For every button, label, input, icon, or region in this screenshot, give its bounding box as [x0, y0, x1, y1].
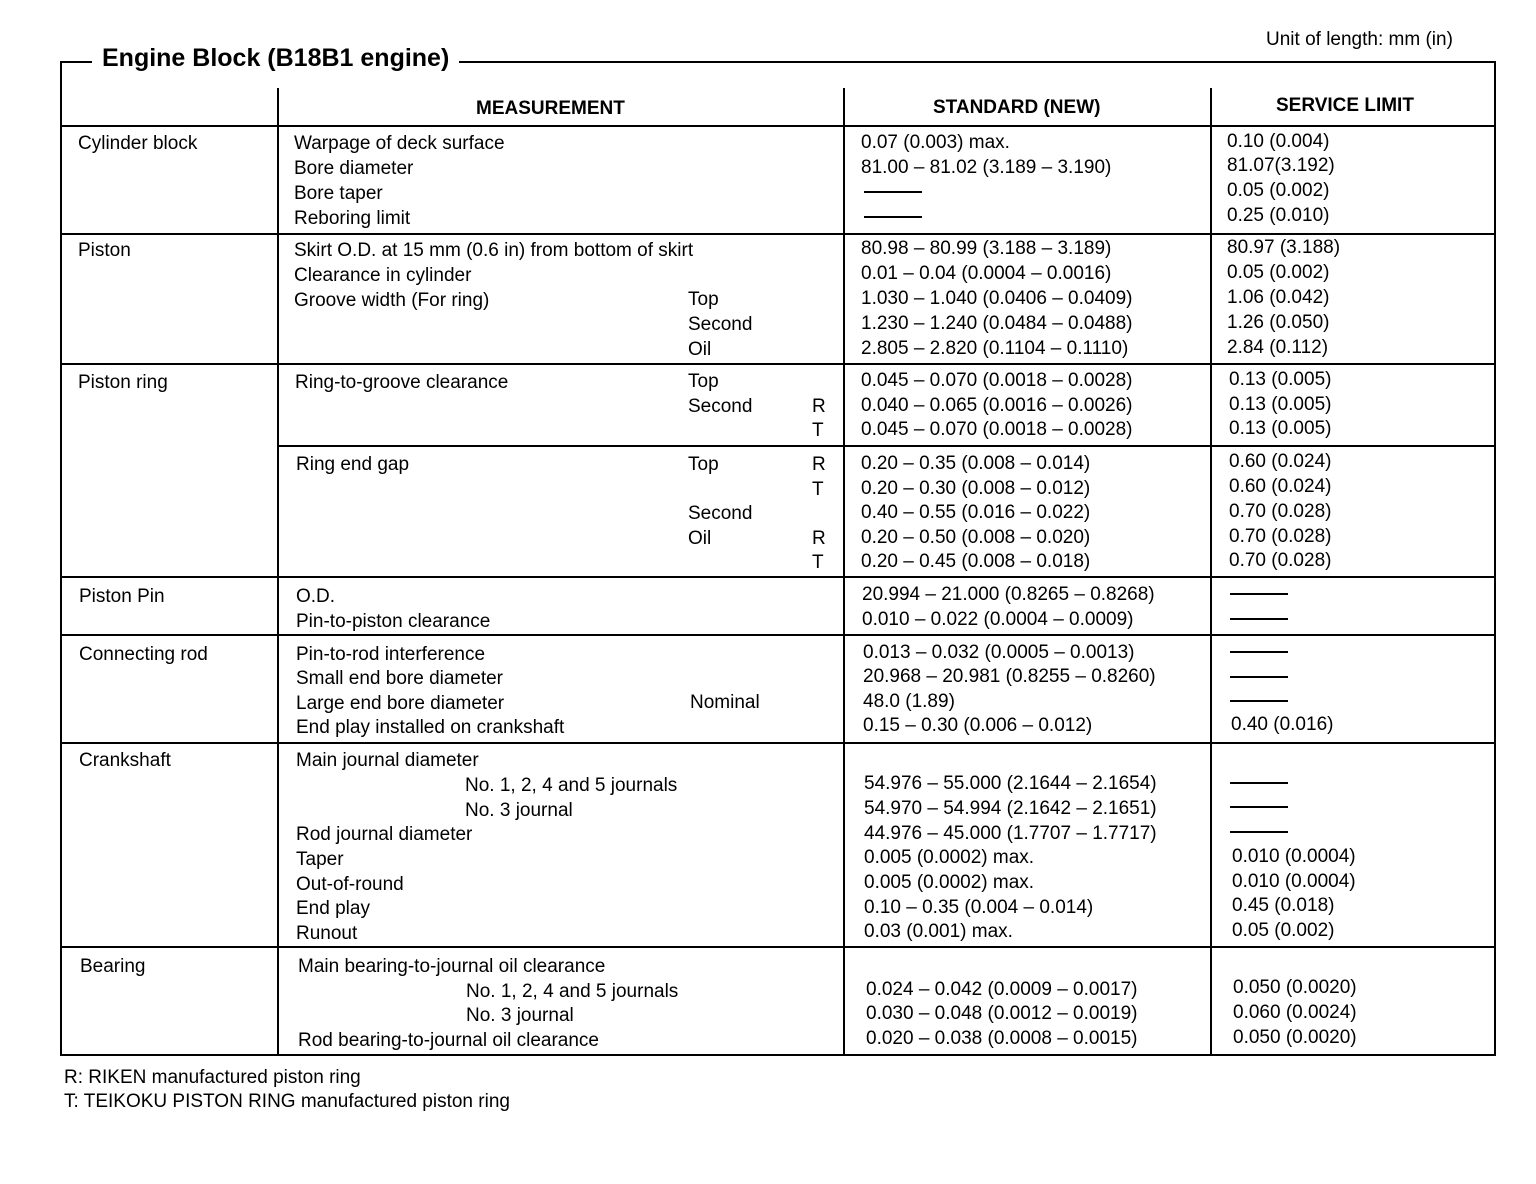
limit-value: 0.010 (0.0004): [1232, 846, 1356, 867]
sub-item: Second: [688, 503, 753, 524]
limit-value: 1.06 (0.042): [1227, 287, 1330, 308]
standard-value: 0.03 (0.001) max.: [864, 921, 1013, 942]
unit-note: Unit of length: mm (in): [1266, 29, 1453, 50]
page-title: Engine Block (B18B1 engine): [92, 46, 459, 71]
standard-value: 0.005 (0.0002) max.: [864, 847, 1035, 868]
standard-value: 1.230 – 1.240 (0.0484 – 0.0488): [861, 313, 1133, 334]
limit-value: 0.45 (0.018): [1232, 895, 1335, 916]
limit-value: 0.010 (0.0004): [1232, 871, 1356, 892]
footnote-riken: R: RIKEN manufactured piston ring: [64, 1067, 361, 1088]
limit-value: 0.05 (0.002): [1232, 920, 1335, 941]
manufacturer-code: T: [812, 479, 824, 500]
standard-value: 0.020 – 0.038 (0.0008 – 0.0015): [866, 1028, 1138, 1049]
standard-value: 0.013 – 0.032 (0.0005 – 0.0013): [863, 642, 1135, 663]
limit-value: 2.84 (0.112): [1227, 337, 1329, 358]
measurement-item: Small end bore diameter: [296, 668, 503, 689]
limit-value: 0.60 (0.024): [1229, 451, 1332, 472]
limit-value: 0.050 (0.0020): [1233, 977, 1357, 998]
standard-value: 0.20 – 0.35 (0.008 – 0.014): [861, 453, 1091, 474]
measurement-item: Clearance in cylinder: [294, 265, 472, 286]
footnote-teikoku: T: TEIKOKU PISTON RING manufactured piston ring: [64, 1091, 510, 1112]
measurement-item: Out-of-round: [296, 874, 404, 895]
standard-value: 0.024 – 0.042 (0.0009 – 0.0017): [866, 979, 1138, 1000]
section-label: Bearing: [80, 956, 146, 977]
not-applicable-dash: [1230, 651, 1288, 653]
header-standard: STANDARD (NEW): [933, 97, 1101, 118]
section-label: Piston Pin: [79, 586, 165, 607]
measurement-item: Ring end gap: [296, 454, 410, 475]
standard-value: 0.030 – 0.048 (0.0012 – 0.0019): [866, 1003, 1138, 1024]
section-label: Crankshaft: [79, 750, 171, 771]
sub-item: Oil: [688, 528, 712, 549]
standard-value: 0.040 – 0.065 (0.0016 – 0.0026): [861, 395, 1133, 416]
standard-value: 0.005 (0.0002) max.: [864, 872, 1035, 893]
sub-item: Nominal: [690, 692, 760, 713]
limit-value: 0.060 (0.0024): [1233, 1002, 1357, 1023]
measurement-sub-item: No. 3 journal: [465, 800, 573, 821]
measurement-item: Ring-to-groove clearance: [295, 372, 509, 393]
measurement-item: Large end bore diameter: [296, 693, 505, 714]
section-label: Piston ring: [78, 372, 168, 393]
measurement-item: Bore taper: [294, 183, 383, 204]
not-applicable-dash: [1230, 700, 1288, 702]
manufacturer-code: R: [812, 396, 826, 417]
not-applicable-dash: [864, 191, 922, 193]
standard-value: 0.10 – 0.35 (0.004 – 0.014): [864, 897, 1094, 918]
measurement-sub-item: No. 1, 2, 4 and 5 journals: [466, 981, 679, 1002]
limit-value: 0.40 (0.016): [1231, 714, 1334, 735]
standard-value: 0.20 – 0.50 (0.008 – 0.020): [861, 527, 1091, 548]
limit-value: 0.60 (0.024): [1229, 476, 1332, 497]
measurement-item: Groove width (For ring): [294, 290, 490, 311]
limit-value: 81.07(3.192): [1227, 155, 1335, 176]
measurement-item: Pin-to-rod interference: [296, 644, 486, 665]
header-measurement: MEASUREMENT: [476, 98, 625, 119]
not-applicable-dash: [864, 216, 922, 218]
limit-value: 0.13 (0.005): [1229, 394, 1332, 415]
limit-value: 0.13 (0.005): [1229, 418, 1332, 439]
sub-item: Top: [688, 289, 719, 310]
not-applicable-dash: [1230, 782, 1288, 784]
not-applicable-dash: [1230, 618, 1288, 620]
standard-value: 44.976 – 45.000 (1.7707 – 1.7717): [864, 823, 1157, 844]
limit-value: 0.05 (0.002): [1227, 262, 1330, 283]
section-label: Connecting rod: [79, 644, 208, 665]
standard-value: 80.98 – 80.99 (3.188 – 3.189): [861, 238, 1112, 259]
sub-item: Top: [688, 371, 719, 392]
measurement-item: Taper: [296, 849, 344, 870]
measurement-item: Rod bearing-to-journal oil clearance: [298, 1030, 600, 1051]
not-applicable-dash: [1230, 831, 1288, 833]
measurement-item: End play: [296, 898, 370, 919]
measurement-item: Reboring limit: [294, 208, 411, 229]
manufacturer-code: R: [812, 528, 826, 549]
not-applicable-dash: [1230, 593, 1288, 595]
measurement-item: End play installed on crankshaft: [296, 717, 565, 738]
measurement-sub-item: No. 1, 2, 4 and 5 journals: [465, 775, 678, 796]
limit-value: 0.70 (0.028): [1229, 550, 1332, 571]
not-applicable-dash: [1230, 806, 1288, 808]
measurement-sub-item: No. 3 journal: [466, 1005, 574, 1026]
standard-value: 0.045 – 0.070 (0.0018 – 0.0028): [861, 419, 1133, 440]
limit-value: 1.26 (0.050): [1227, 312, 1330, 333]
manufacturer-code: T: [812, 420, 824, 441]
limit-value: 0.10 (0.004): [1227, 131, 1330, 152]
standard-value: 2.805 – 2.820 (0.1104 – 0.1110): [861, 338, 1129, 359]
measurement-item: Skirt O.D. at 15 mm (0.6 in) from bottom of skirt: [294, 240, 694, 261]
limit-value: 0.13 (0.005): [1229, 369, 1332, 390]
manufacturer-code: R: [812, 454, 826, 475]
measurement-item: Main bearing-to-journal oil clearance: [298, 956, 606, 977]
sub-item: Second: [688, 396, 753, 417]
measurement-item: Runout: [296, 923, 358, 944]
measurement-item: Bore diameter: [294, 158, 414, 179]
standard-value: 54.970 – 54.994 (2.1642 – 2.1651): [864, 798, 1157, 819]
standard-value: 20.968 – 20.981 (0.8255 – 0.8260): [863, 666, 1156, 687]
standard-value: 0.045 – 0.070 (0.0018 – 0.0028): [861, 370, 1133, 391]
standard-value: 1.030 – 1.040 (0.0406 – 0.0409): [861, 288, 1133, 309]
measurement-item: Pin-to-piston clearance: [296, 611, 491, 632]
standard-value: 0.01 – 0.04 (0.0004 – 0.0016): [861, 263, 1112, 284]
section-label: Piston: [78, 240, 131, 261]
header-service-limit: SERVICE LIMIT: [1276, 95, 1414, 116]
standard-value: 0.20 – 0.30 (0.008 – 0.012): [861, 478, 1091, 499]
standard-value: 0.20 – 0.45 (0.008 – 0.018): [861, 551, 1091, 572]
limit-value: 0.05 (0.002): [1227, 180, 1330, 201]
standard-value: 0.15 – 0.30 (0.006 – 0.012): [863, 715, 1093, 736]
standard-value: 0.40 – 0.55 (0.016 – 0.022): [861, 502, 1091, 523]
limit-value: 80.97 (3.188): [1227, 237, 1341, 258]
sub-item: Oil: [688, 339, 712, 360]
limit-value: 0.70 (0.028): [1229, 501, 1332, 522]
measurement-item: Main journal diameter: [296, 750, 479, 771]
measurement-item: Warpage of deck surface: [294, 133, 505, 154]
standard-value: 48.0 (1.89): [863, 691, 955, 712]
limit-value: 0.25 (0.010): [1227, 205, 1330, 226]
standard-value: 20.994 – 21.000 (0.8265 – 0.8268): [862, 584, 1155, 605]
standard-value: 0.010 – 0.022 (0.0004 – 0.0009): [862, 609, 1134, 630]
sub-item: Top: [688, 454, 719, 475]
section-label: Cylinder block: [78, 133, 198, 154]
limit-value: 0.050 (0.0020): [1233, 1027, 1357, 1048]
limit-value: 0.70 (0.028): [1229, 526, 1332, 547]
measurement-item: Rod journal diameter: [296, 824, 473, 845]
standard-value: 54.976 – 55.000 (2.1644 – 2.1654): [864, 773, 1157, 794]
not-applicable-dash: [1230, 676, 1288, 678]
measurement-item: O.D.: [296, 586, 336, 607]
sub-item: Second: [688, 314, 753, 335]
manufacturer-code: T: [812, 552, 824, 573]
standard-value: 81.00 – 81.02 (3.189 – 3.190): [861, 157, 1112, 178]
standard-value: 0.07 (0.003) max.: [861, 132, 1010, 153]
